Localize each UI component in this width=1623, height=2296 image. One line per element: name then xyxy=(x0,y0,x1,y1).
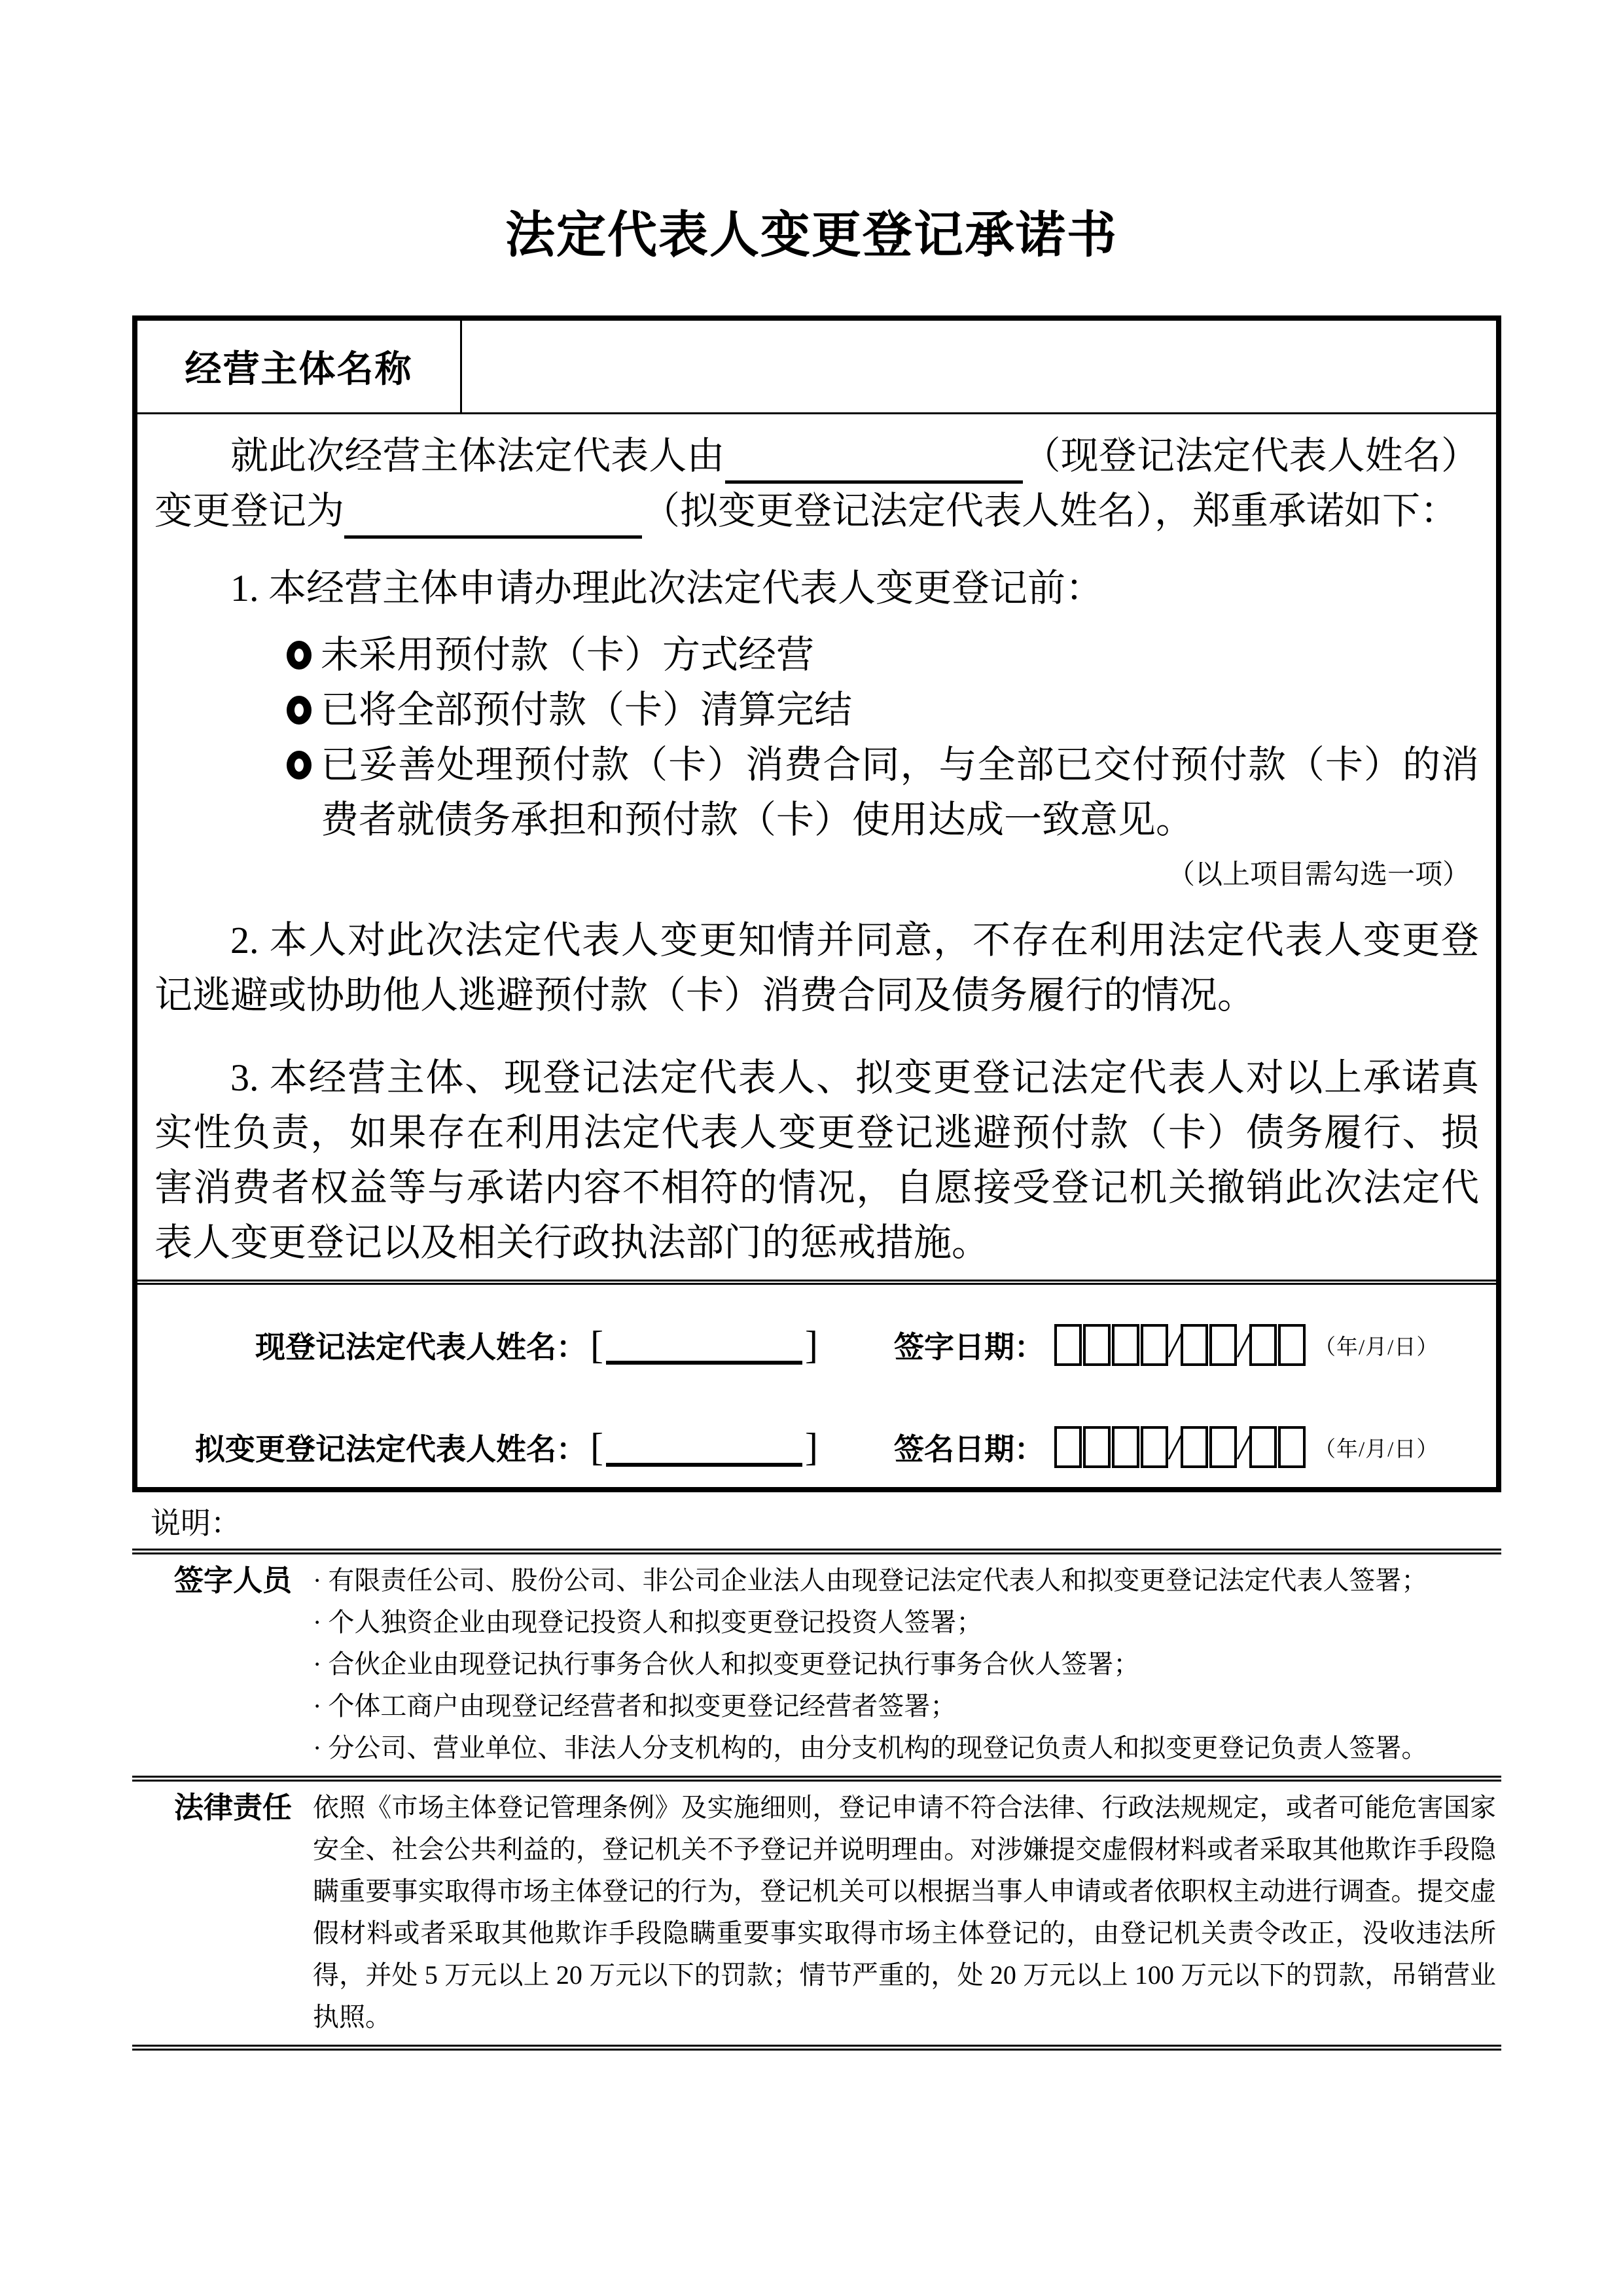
sign-date-label: 签名日期： xyxy=(893,1432,1044,1466)
intro-note1: （现登记法定代表人姓名） xyxy=(1022,435,1479,477)
signers-bullet: · 合伙企业由现登记执行事务合伙人和拟变更登记执行事务合伙人签署； xyxy=(313,1649,1140,1679)
page-title: 法定代表人变更登记承诺书 xyxy=(505,207,1118,263)
legal-note-row xyxy=(132,1776,1501,2051)
bracket-open: [ xyxy=(590,1323,603,1367)
signers-note-row xyxy=(132,1549,1501,1776)
date-digit-box[interactable] xyxy=(1278,1324,1306,1366)
entity-name-row xyxy=(137,321,1496,414)
date-digit-box[interactable] xyxy=(1209,1426,1237,1468)
date-separator: / xyxy=(1238,1325,1248,1365)
date-separator: / xyxy=(1169,1427,1179,1467)
date-separator: / xyxy=(1169,1325,1179,1365)
new-rep-name-label: 拟变更登记法定代表人姓名： xyxy=(195,1432,586,1466)
bracket-open: [ xyxy=(590,1426,603,1469)
option-label: 未采用预付款（卡）方式经营 xyxy=(321,634,815,676)
name-blank-line[interactable] xyxy=(606,1431,802,1467)
date-digit-box[interactable] xyxy=(1249,1426,1277,1468)
legal-label: 法律责任 xyxy=(174,1791,293,1824)
intro-part1: 就此次经营主体法定代表人由 xyxy=(230,435,725,477)
date-digit-box[interactable] xyxy=(1083,1426,1111,1468)
signers-label: 签字人员 xyxy=(174,1564,293,1597)
legal-text: 依照《市场主体登记管理条例》及实施细则，登记申请不符合法律、行政法规规定，或者可能危害国家安全、社会公共利益的，登记机关不予登记并说明理由。对涉嫌提交虚假材料或者采取其他欺诈手段隐瞒重要事实取得市场主体登记的行为，登记机关可以根据当事人申请或者依职权主动进行调查。提交虚假材料或者采取其他欺诈手段隐瞒重要事实取得市场主体登记的，由登记机关责令改正，没收违法所得，并处 5 万元以上 20 万元以下的罚款；情节严重的，处 20 万元以上 100 万元以下的罚款，吊销营业执照。 xyxy=(313,1793,1496,2032)
item2-paragraph: 2. 本人对此次法定代表人变更知情并同意，不存在利用法定代表人变更登记逃避或协助他人逃避预付款（卡）消费合同及债务履行的情况。 xyxy=(154,919,1479,1016)
date-digit-box[interactable] xyxy=(1054,1324,1082,1366)
intro-paragraph xyxy=(154,429,1479,539)
intro-note2: （拟变更登记法定代表人姓名），郑重承诺如下： xyxy=(642,490,1459,532)
item3-paragraph: 3. 本经营主体、现登记法定代表人、拟变更登记法定代表人对以上承诺真实性负责，如果存在利用法定代表人变更登记逃避预付款（卡）债务履行、损害消费者权益等与承诺内容不相符的情况，自愿接受登记机关撤销此次法定代表人变更登记以及相关行政执法部门的惩戒措施。 xyxy=(154,1056,1479,1264)
current-rep-name-input[interactable] xyxy=(590,1325,818,1365)
name-blank-line[interactable] xyxy=(606,1329,802,1365)
new-rep-name-input[interactable] xyxy=(590,1427,818,1467)
date-digit-box[interactable] xyxy=(1083,1324,1111,1366)
signers-bullet: · 分公司、营业单位、非法人分支机构的，由分支机构的现登记负责人和拟变更登记负责人签署。 xyxy=(313,1733,1428,1763)
date-digit-box[interactable] xyxy=(1278,1426,1306,1468)
date-digit-box[interactable] xyxy=(1141,1324,1168,1366)
signature-section xyxy=(137,1285,1496,1482)
entity-name-field[interactable] xyxy=(462,321,1496,412)
date-digit-box[interactable] xyxy=(1112,1426,1139,1468)
notes-heading: 说明： xyxy=(151,1507,241,1540)
signers-bullet: · 个人独资企业由现登记投资人和拟变更登记投资人签署； xyxy=(313,1607,983,1637)
date-digit-box[interactable] xyxy=(1112,1324,1139,1366)
current-rep-name-label: 现登记法定代表人姓名： xyxy=(255,1330,586,1364)
date-digit-box[interactable] xyxy=(1181,1426,1208,1468)
option-no-prepaid[interactable] xyxy=(287,628,1479,683)
date-digit-box[interactable] xyxy=(1054,1426,1082,1468)
option-label: 已妥善处理预付款（卡）消费合同，与全部已交付预付款（卡）的消费者就债务承担和预付款（卡）使用达成一致意见。 xyxy=(321,744,1479,841)
commitment-form-box xyxy=(132,315,1501,1492)
current-rep-name-blank[interactable] xyxy=(725,442,1023,484)
sign-date-label: 签字日期： xyxy=(893,1330,1044,1364)
option-prepaid-agreed[interactable] xyxy=(287,738,1479,848)
signers-bullet: · 有限责任公司、股份公司、非公司企业法人由现登记法定代表人和拟变更登记法定代表人签署； xyxy=(313,1566,1428,1595)
signers-bullet: · 个体工商户由现登记经营者和拟变更登记经营者签署； xyxy=(313,1691,957,1721)
commitment-body xyxy=(137,414,1496,1285)
notes-section xyxy=(132,1499,1501,2051)
option-ring-icon[interactable] xyxy=(287,696,312,725)
date-digit-box[interactable] xyxy=(1141,1426,1168,1468)
signature-row-new xyxy=(154,1425,1496,1469)
sign-date-group xyxy=(894,1323,1438,1367)
date-format-hint: （年/月/日） xyxy=(1314,1335,1439,1359)
option-ring-icon[interactable] xyxy=(287,641,312,670)
option-prepaid-settled[interactable] xyxy=(287,683,1479,738)
option-ring-icon[interactable] xyxy=(287,751,312,780)
date-digit-box[interactable] xyxy=(1209,1324,1237,1366)
option-list xyxy=(154,628,1479,848)
bracket-close: ] xyxy=(804,1323,818,1367)
date-digit-box[interactable] xyxy=(1181,1324,1208,1366)
date-digit-box[interactable] xyxy=(1249,1324,1277,1366)
date-format-hint: （年/月/日） xyxy=(1314,1437,1439,1462)
entity-name-label: 经营主体名称 xyxy=(137,321,462,412)
signers-bullets xyxy=(313,1560,1501,1769)
sign-date-group xyxy=(894,1426,1438,1469)
item1-heading: 1. 本经营主体申请办理此次法定代表人变更登记前： xyxy=(230,567,1104,609)
date-separator: / xyxy=(1238,1427,1248,1467)
option-label: 已将全部预付款（卡）清算完结 xyxy=(321,689,853,731)
new-rep-name-blank[interactable] xyxy=(344,497,642,539)
signature-row-current xyxy=(154,1323,1496,1367)
intro-part2: 变更登记为 xyxy=(154,490,345,532)
options-note: （以上项目需勾选一项） xyxy=(1167,860,1470,890)
bracket-close: ] xyxy=(804,1426,818,1469)
